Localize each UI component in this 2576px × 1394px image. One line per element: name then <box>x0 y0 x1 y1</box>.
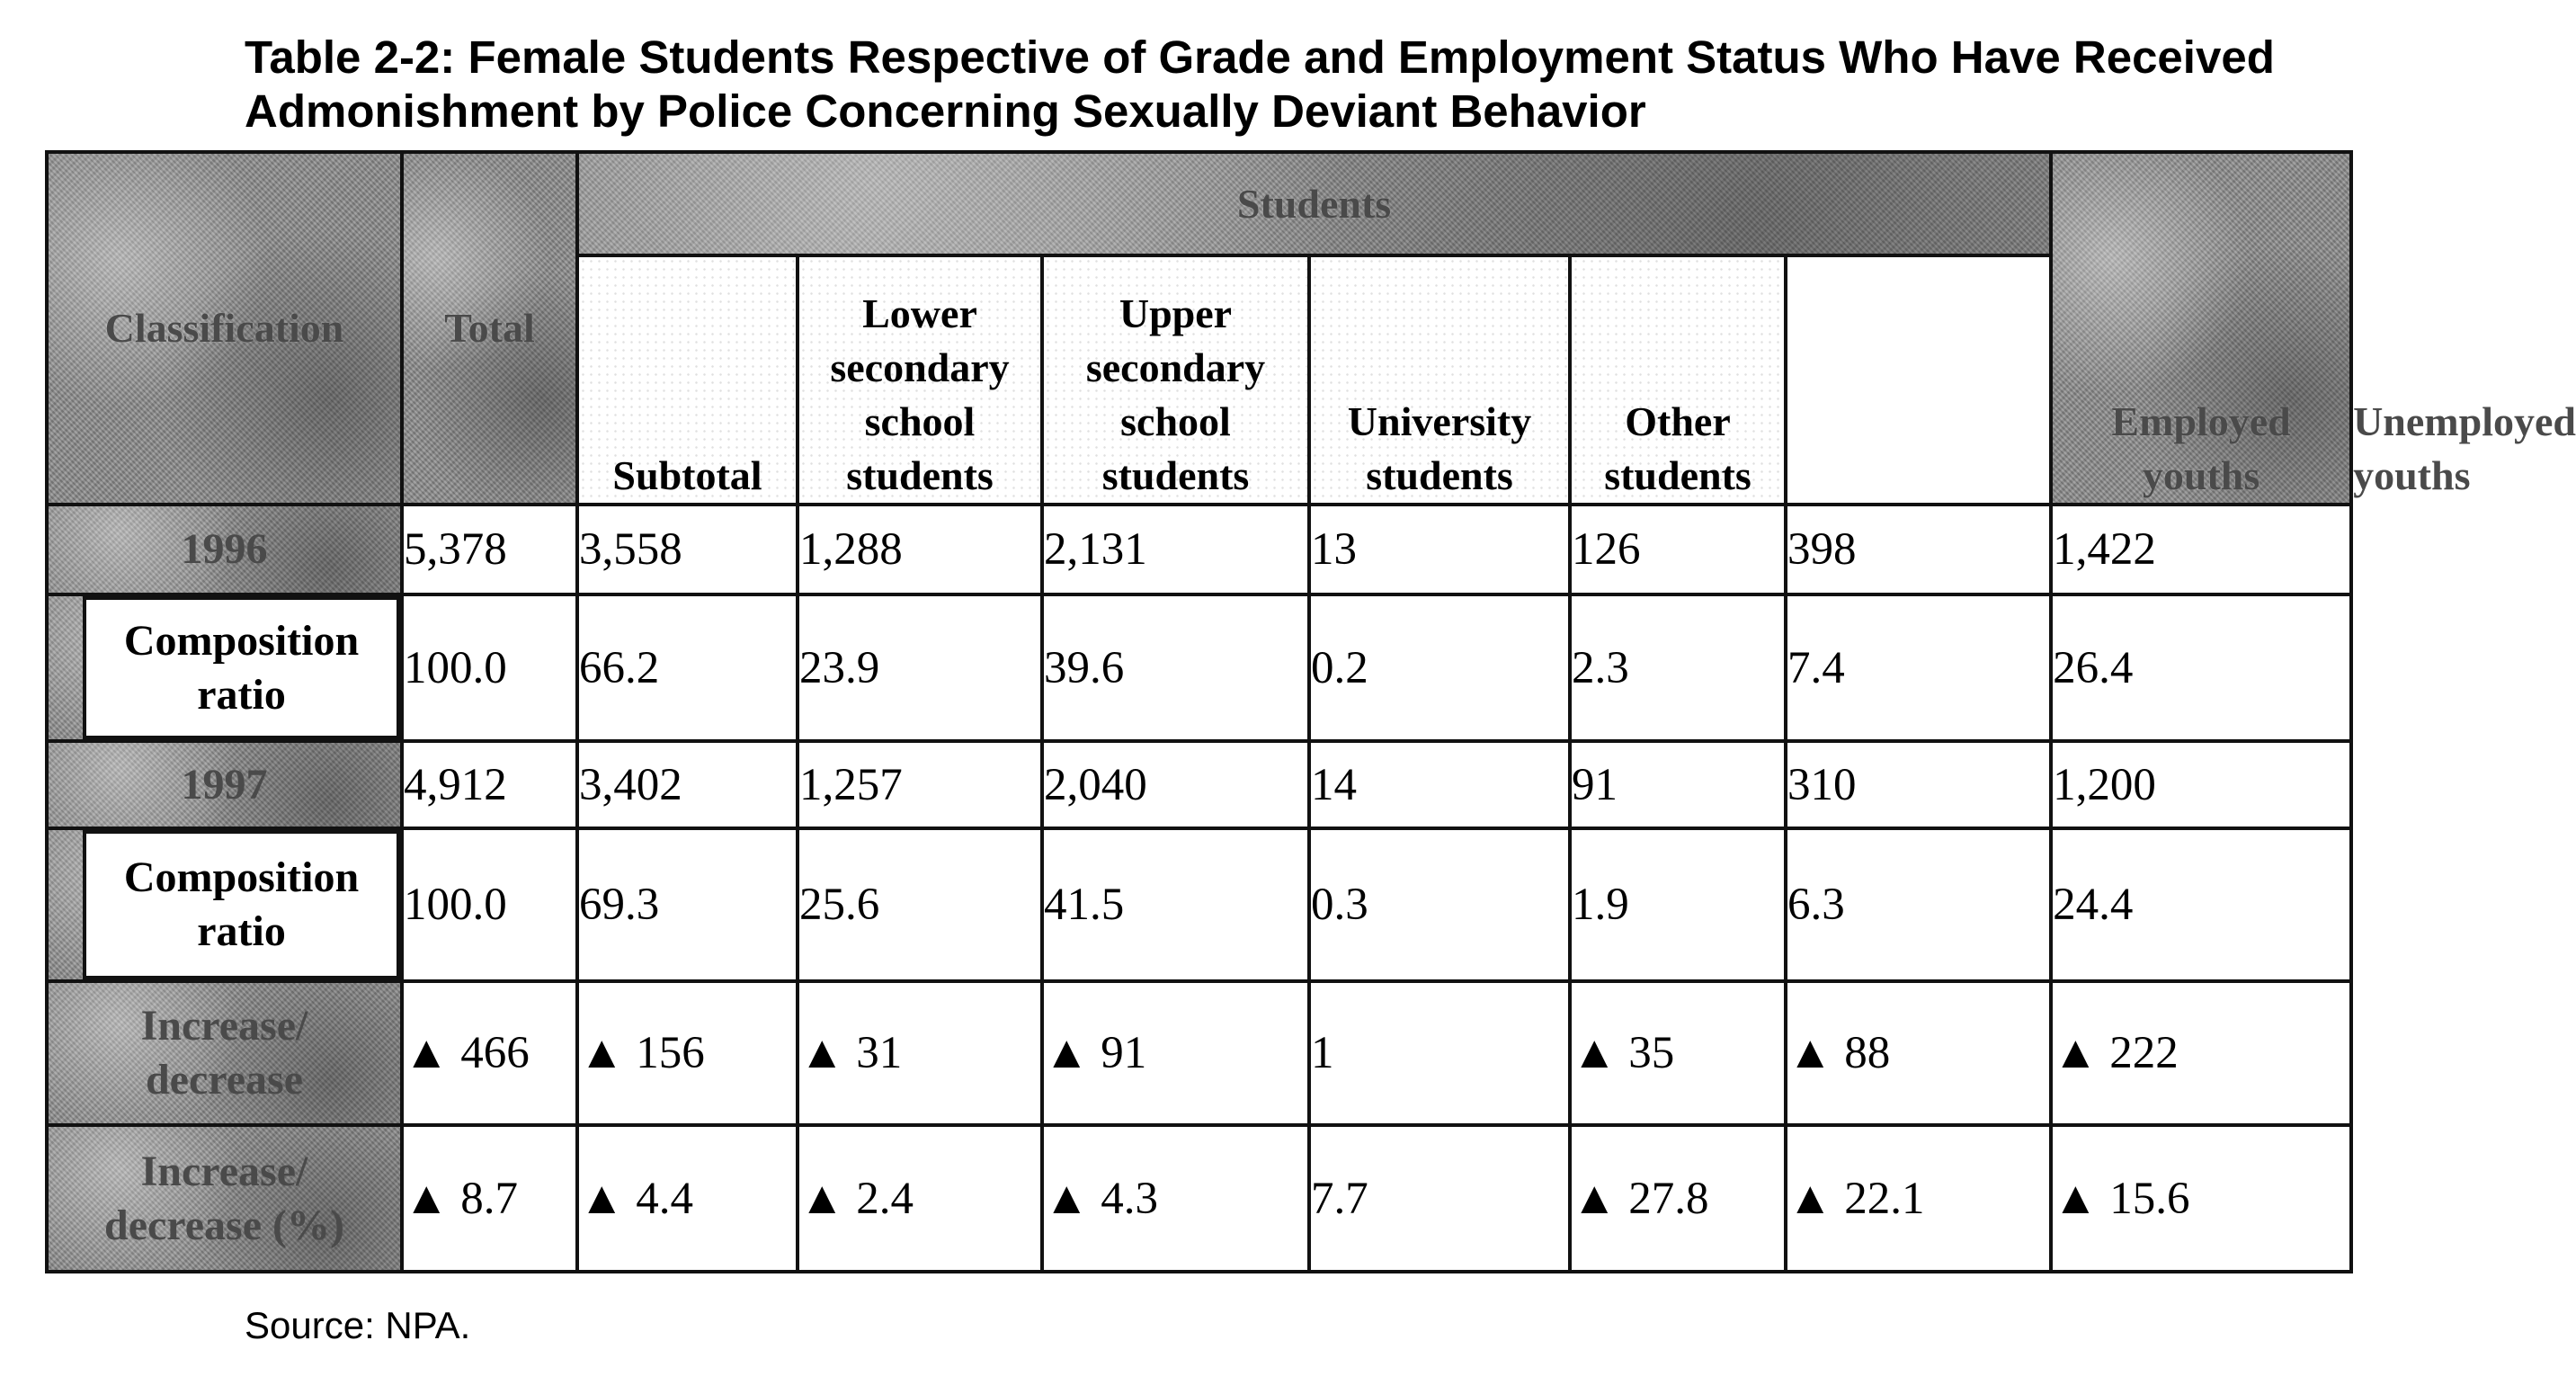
cell-upper-secondary: 2,131 <box>1042 505 1309 594</box>
table-row <box>47 594 2351 741</box>
header-lower-secondary: Lower secondary school students <box>798 255 1042 505</box>
cell-total: 4,912 <box>402 741 577 828</box>
row-label-box: Composition ratio <box>83 596 400 739</box>
table-row <box>47 505 2351 594</box>
data-table <box>45 150 2576 1273</box>
cell-lower-secondary: ▲ 2.4 <box>798 1125 1042 1272</box>
cell-total: 100.0 <box>402 594 577 741</box>
cell-subtotal: 66.2 <box>577 594 798 741</box>
cell-university: 14 <box>1309 741 1570 828</box>
header-row-1: Classification Total Students Employed youths Unemployed youths <box>47 152 2351 255</box>
cell-university: 0.3 <box>1309 828 1570 981</box>
cell-lower-secondary: ▲ 31 <box>798 981 1042 1125</box>
row-label: 1997 <box>47 741 402 828</box>
cell-upper-secondary: 41.5 <box>1042 828 1309 981</box>
cell-other: ▲ 27.8 <box>1570 1125 1786 1272</box>
row-label: 1996 <box>47 505 402 594</box>
cell-upper-secondary: 39.6 <box>1042 594 1309 741</box>
source-note: Source: NPA. <box>245 1304 471 1346</box>
cell-employed: 310 <box>1786 741 2051 828</box>
table-title <box>245 31 2313 139</box>
cell-total: 5,378 <box>402 505 577 594</box>
cell-unemployed: 1,422 <box>2051 505 2351 594</box>
header-classification: Classification <box>47 152 402 505</box>
cell-lower-secondary: 23.9 <box>798 594 1042 741</box>
row-label: Increase/ decrease <box>47 981 402 1125</box>
header-university-students: University students <box>1309 255 1570 505</box>
cell-unemployed: 1,200 <box>2051 741 2351 828</box>
cell-subtotal: 3,558 <box>577 505 798 594</box>
cell-other: ▲ 35 <box>1570 981 1786 1125</box>
cell-subtotal: 3,402 <box>577 741 798 828</box>
header-employed-youths: Employed youths <box>2051 152 2351 505</box>
cell-other: 126 <box>1570 505 1786 594</box>
cell-employed: 7.4 <box>1786 594 2051 741</box>
header-students: Students <box>577 152 2051 255</box>
table-title-line1: Table 2-2: Female Students Respective of Grade and Employment Status Who Have Received <box>245 31 2275 83</box>
cell-university: 13 <box>1309 505 1570 594</box>
row-label-box: Composition ratio <box>83 830 400 979</box>
header-upper-secondary: Upper secondary school students <box>1042 255 1309 505</box>
cell-total: ▲ 466 <box>402 981 577 1125</box>
header-total: Total <box>402 152 577 505</box>
cell-university: 1 <box>1309 981 1570 1125</box>
cell-lower-secondary: 25.6 <box>798 828 1042 981</box>
cell-lower-secondary: 1,257 <box>798 741 1042 828</box>
cell-unemployed: 24.4 <box>2051 828 2351 981</box>
header-subtotal: Subtotal <box>577 255 798 505</box>
row-label: Increase/ decrease (%) <box>47 1125 402 1272</box>
cell-university: 0.2 <box>1309 594 1570 741</box>
cell-total: ▲ 8.7 <box>402 1125 577 1272</box>
table-title-line2: Admonishment by Police Concerning Sexually Deviant Behavior <box>245 85 1646 137</box>
table-row <box>47 828 2351 981</box>
cell-unemployed: ▲ 15.6 <box>2051 1125 2351 1272</box>
cell-unemployed: ▲ 222 <box>2051 981 2351 1125</box>
table-row <box>47 1125 2351 1272</box>
cell-subtotal: 69.3 <box>577 828 798 981</box>
header-other-students: Other students <box>1570 255 1786 505</box>
cell-employed: 6.3 <box>1786 828 2051 981</box>
cell-employed: ▲ 88 <box>1786 981 2051 1125</box>
cell-employed: ▲ 22.1 <box>1786 1125 2051 1272</box>
cell-unemployed: 26.4 <box>2051 594 2351 741</box>
cell-upper-secondary: ▲ 91 <box>1042 981 1309 1125</box>
row-label <box>47 828 402 981</box>
cell-total: 100.0 <box>402 828 577 981</box>
cell-other: 2.3 <box>1570 594 1786 741</box>
table-row <box>47 981 2351 1125</box>
row-label <box>47 594 402 741</box>
cell-other: 91 <box>1570 741 1786 828</box>
table-row <box>47 741 2351 828</box>
cell-upper-secondary: ▲ 4.3 <box>1042 1125 1309 1272</box>
cell-employed: 398 <box>1786 505 2051 594</box>
cell-subtotal: ▲ 4.4 <box>577 1125 798 1272</box>
cell-other: 1.9 <box>1570 828 1786 981</box>
cell-university: 7.7 <box>1309 1125 1570 1272</box>
cell-upper-secondary: 2,040 <box>1042 741 1309 828</box>
cell-lower-secondary: 1,288 <box>798 505 1042 594</box>
cell-subtotal: ▲ 156 <box>577 981 798 1125</box>
